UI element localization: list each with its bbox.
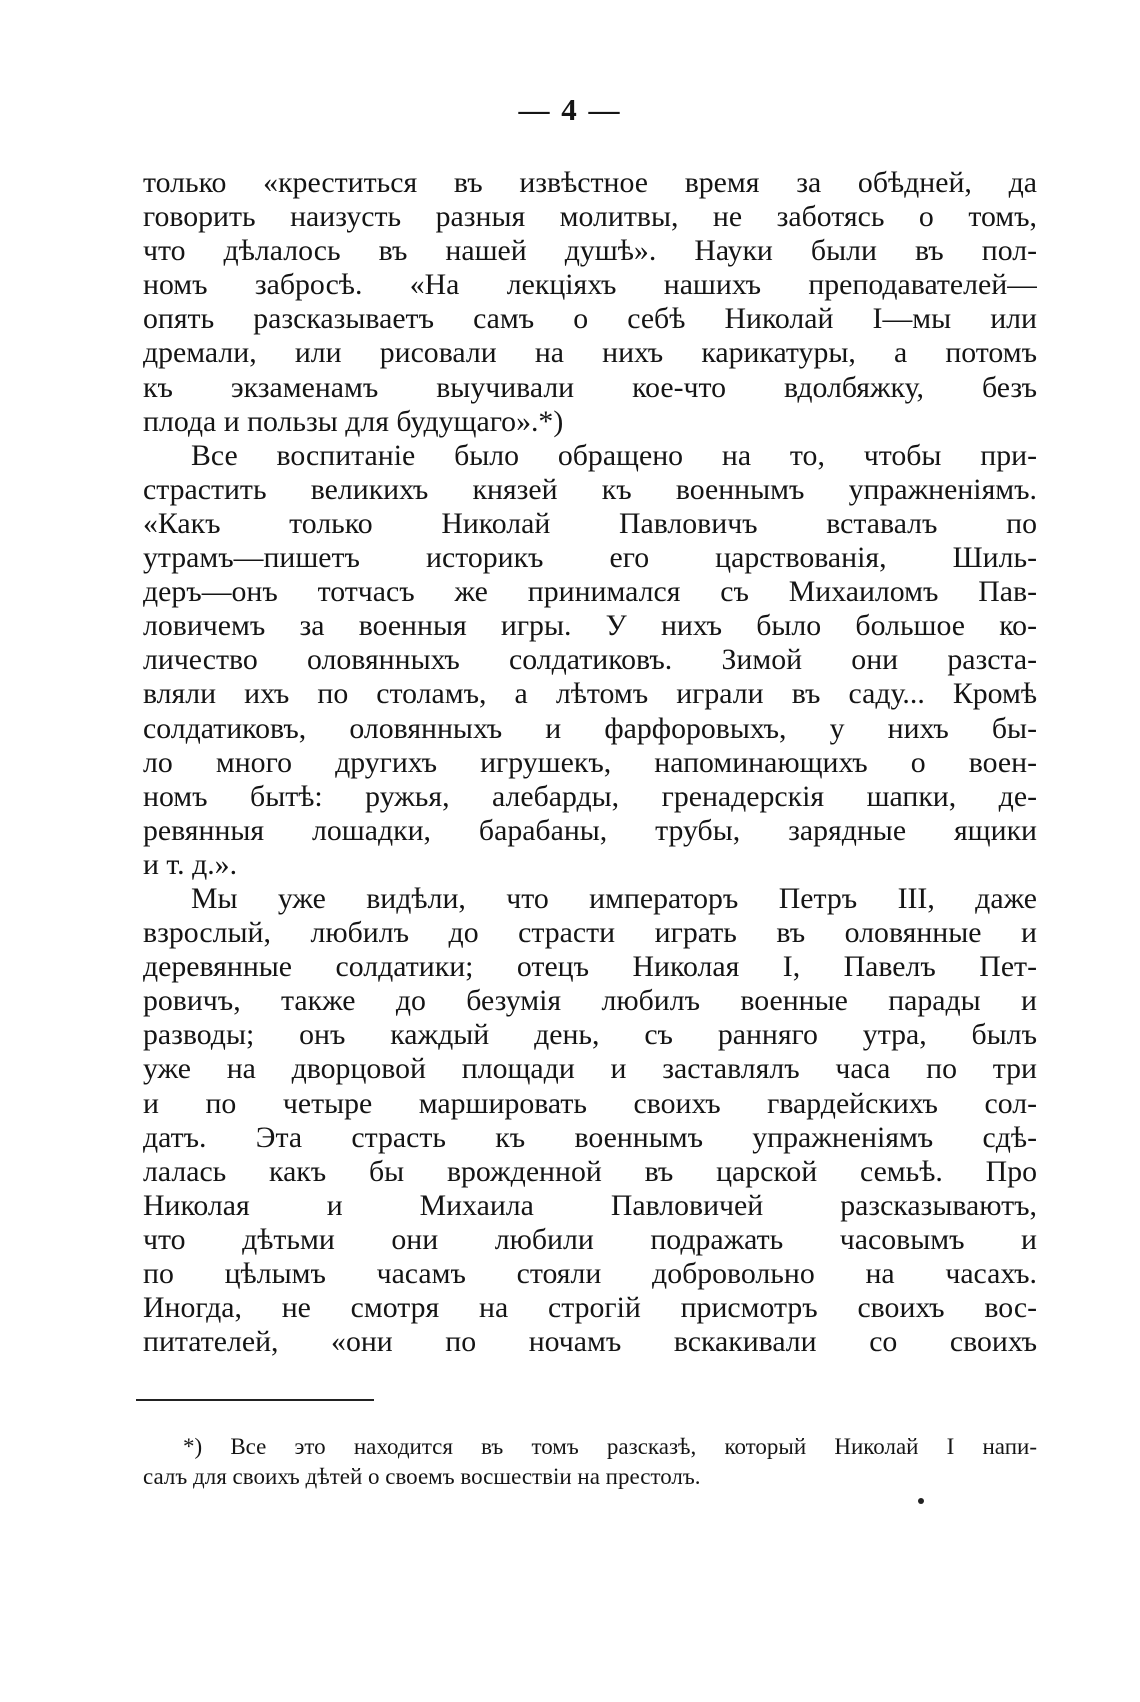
text-line: ловичемъ за военныя игры. У нихъ было большое ко- [143,609,1037,643]
footnote [143,1432,1037,1492]
text-line: дремали, или рисовали на нихъ карикатуры, а потомъ [143,336,1037,370]
footnote-line: салъ для своихъ дѣтей о своемъ восшествіи на престолъ. [143,1464,701,1489]
text-line: «Какъ только Николай Павловичъ вставалъ по [143,506,1037,540]
text-line: разводы; онъ каждый день, съ ранняго утра, былъ [143,1018,1037,1052]
text-line: деръ—онъ тотчасъ же принимался съ Михаиломъ Пав- [143,575,1037,609]
paragraph-start-line: Мы уже видѣли, что императоръ Петръ III, даже [191,881,1037,915]
text-line: Иногда, не смотря на строгій присмотръ своихъ вос- [143,1291,1037,1325]
text-line: лалась какъ бы врожденной въ царской семьѣ. Про [143,1154,1037,1188]
text-line: только «креститься въ извѣстное время за обѣдней, да [143,166,1037,199]
text-line: датъ. Эта страсть къ военнымъ упражненіямъ сдѣ- [143,1120,1037,1154]
text-line: Николая и Михаила Павловичей разсказываютъ, [143,1188,1037,1222]
text-line: номъ забросѣ. «На лекціяхъ нашихъ преподавателей— [143,268,1037,302]
body-text [143,166,1037,1359]
text-line: къ экзаменамъ выучивали кое-что вдолбяжку, безъ [143,370,1037,404]
text-line: страстить великихъ князей къ военнымъ упражненіямъ. [143,472,1037,506]
text-line: плода и пользы для будущаго».*) [143,404,564,438]
text-line: говорить наизусть разныя молитвы, не заботясь о томъ, [143,200,1037,234]
text-line: личество оловянныхъ солдатиковъ. Зимой они разста- [143,643,1037,677]
text-line: уже на дворцовой площади и заставлялъ часа по три [143,1052,1037,1086]
text-line: по цѣлымъ часамъ стояли добровольно на часахъ. [143,1257,1037,1290]
text-line: ло много другихъ игрушекъ, напоминающихъ о воен- [143,745,1037,779]
text-line: утрамъ—пишетъ историкъ его царствованія, Шиль- [143,541,1037,575]
text-line: и по четыре маршировать своихъ гвардейскихъ сол- [143,1086,1037,1120]
text-line: что дѣтьми они любили подражать часовымъ и [143,1222,1037,1256]
text-line: деревянные солдатики; отецъ Николая I, Павелъ Пет- [143,950,1037,984]
text-line: ровичъ, также до безумія любилъ военные парады и [143,984,1037,1018]
print-speck [918,1498,924,1504]
text-line: солдатиковъ, оловянныхъ и фарфоровыхъ, у нихъ бы- [143,711,1037,745]
footnote-line: *) Все это находится въ томъ разсказѣ, который Николай I напи- [183,1434,1037,1459]
text-line: номъ бытѣ: ружья, алебарды, гренадерскія шапки, де- [143,779,1037,813]
text-line: что дѣлалось въ нашей душѣ». Науки были въ пол- [143,234,1037,268]
footnote-divider [136,1399,374,1401]
paragraph-start-line: Все воспитаніе было обращено на то, чтобы при- [191,438,1037,472]
text-line: опять разсказываетъ самъ о себѣ Николай I—мы или [143,302,1037,336]
text-line: и т. д.». [143,847,238,881]
text-line: питателей, «они по ночамъ вскакивали со своихъ [143,1325,1037,1359]
page-number: — 4 — [518,92,622,127]
text-line: ревянныя лошадки, барабаны, трубы, зарядные ящики [143,813,1037,847]
text-line: взрослый, любилъ до страсти играть въ оловянные и [143,916,1037,950]
text-line: вляли ихъ по столамъ, а лѣтомъ играли въ саду... Кромѣ [143,677,1037,711]
